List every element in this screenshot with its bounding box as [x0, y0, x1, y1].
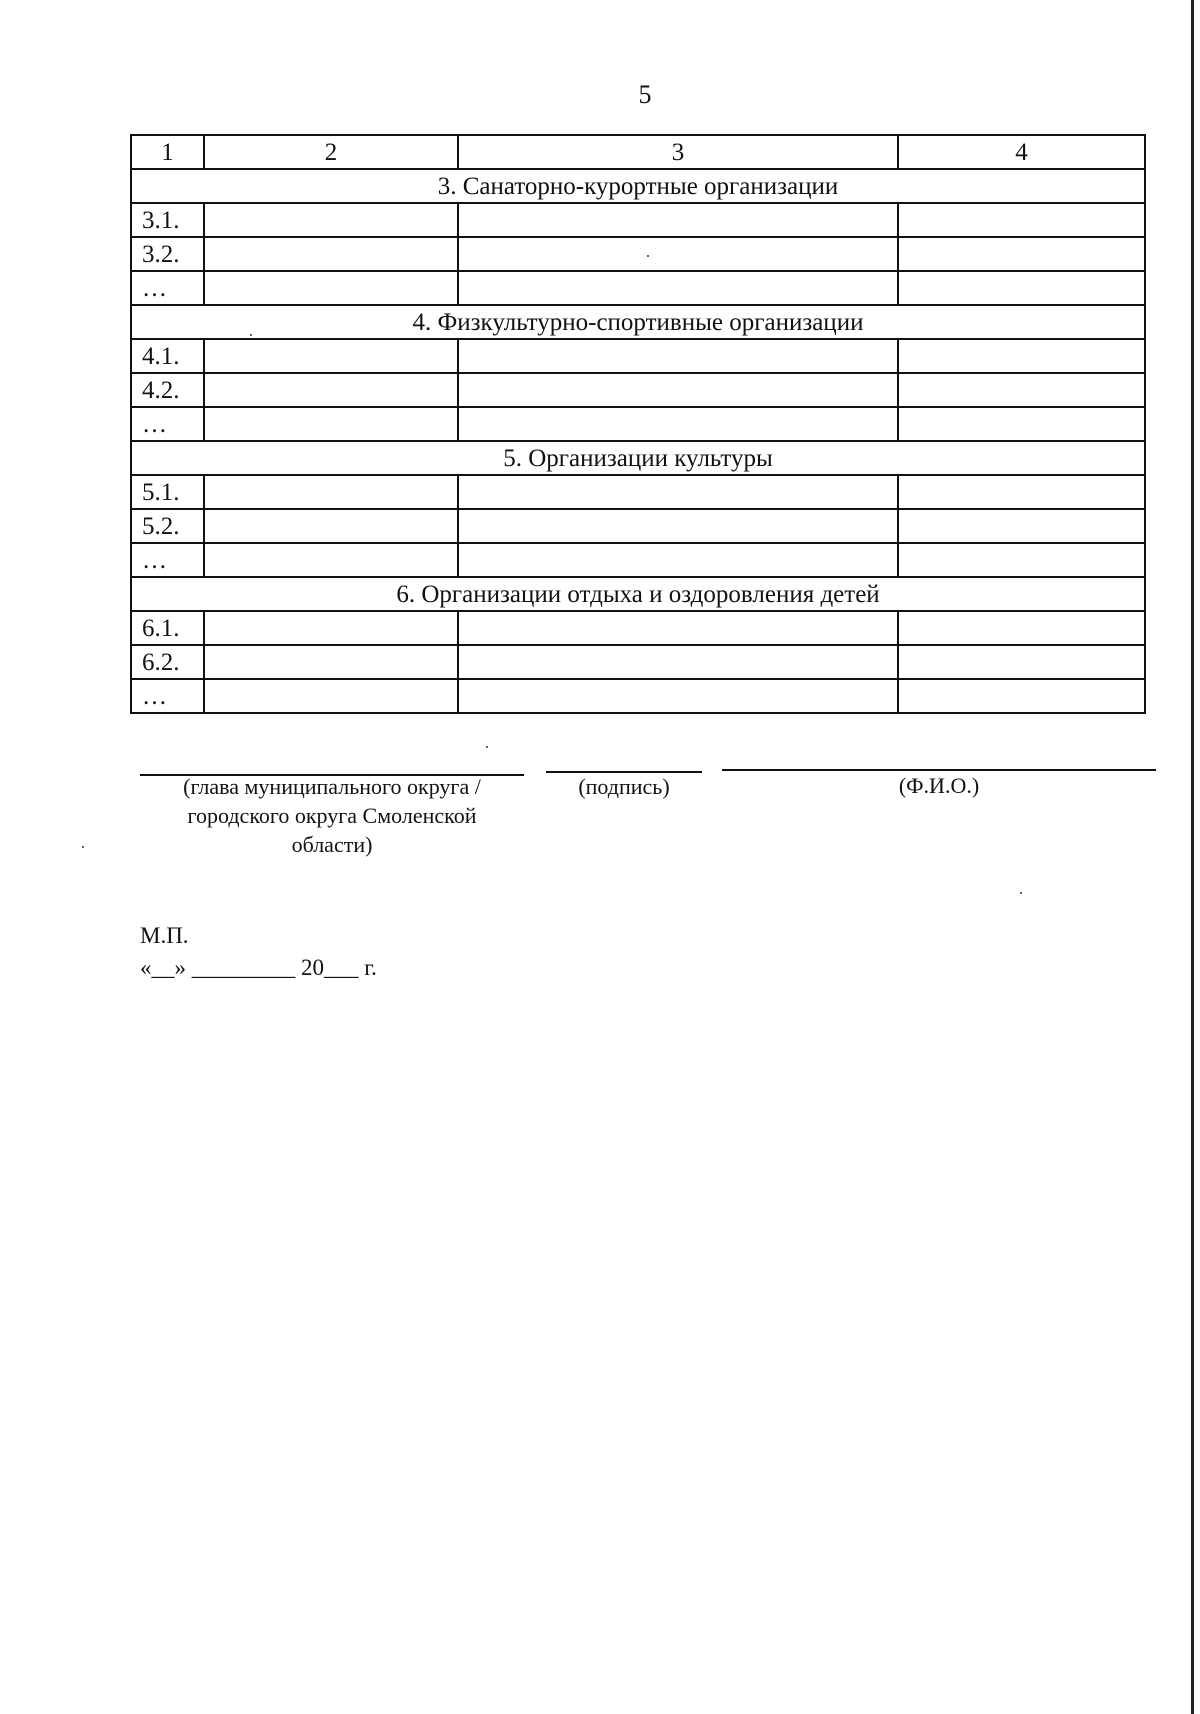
- empty-cell: [204, 407, 458, 441]
- scan-speck: [82, 846, 84, 848]
- header-cell: 2: [204, 135, 458, 169]
- row-number: …: [131, 543, 204, 577]
- empty-cell: [204, 509, 458, 543]
- empty-cell: [898, 611, 1145, 645]
- signature-caption: (подпись): [578, 774, 670, 799]
- empty-cell: [458, 679, 898, 713]
- table-row: [131, 509, 1145, 543]
- empty-cell: [458, 203, 898, 237]
- empty-cell: [898, 509, 1145, 543]
- row-number: 5.1.: [131, 475, 204, 509]
- section-title: 4. Физкультурно-спортивные организации: [131, 305, 1145, 339]
- table-header-row: [131, 135, 1145, 169]
- data-table: [130, 134, 1146, 714]
- table-row: [131, 645, 1145, 679]
- row-number: …: [131, 679, 204, 713]
- empty-cell: [204, 373, 458, 407]
- empty-cell: [898, 339, 1145, 373]
- row-number: 3.2.: [131, 237, 204, 271]
- table-row: [131, 611, 1145, 645]
- empty-cell: [898, 373, 1145, 407]
- empty-cell: [898, 237, 1145, 271]
- scan-speck: [647, 255, 649, 257]
- empty-cell: [458, 373, 898, 407]
- header-cell: 1: [131, 135, 204, 169]
- row-number: 6.2.: [131, 645, 204, 679]
- row-number: …: [131, 407, 204, 441]
- empty-cell: [898, 475, 1145, 509]
- empty-cell: [204, 543, 458, 577]
- empty-cell: [204, 645, 458, 679]
- empty-cell: [204, 203, 458, 237]
- table-row: [131, 339, 1145, 373]
- empty-cell: [458, 475, 898, 509]
- empty-cell: [898, 645, 1145, 679]
- empty-cell: [204, 679, 458, 713]
- empty-cell: [898, 407, 1145, 441]
- header-cell: 4: [898, 135, 1145, 169]
- table-row: [131, 237, 1145, 271]
- section-row: [131, 441, 1145, 475]
- empty-cell: [898, 203, 1145, 237]
- empty-cell: [458, 339, 898, 373]
- empty-cell: [204, 339, 458, 373]
- stamp-block: [140, 920, 377, 984]
- empty-cell: [204, 237, 458, 271]
- empty-cell: [458, 543, 898, 577]
- section-row: [131, 169, 1145, 203]
- row-number: 4.1.: [131, 339, 204, 373]
- empty-cell: [898, 271, 1145, 305]
- empty-cell: [458, 271, 898, 305]
- table-row: [131, 203, 1145, 237]
- name-caption: (Ф.И.О.): [898, 773, 980, 798]
- section-title: 6. Организации отдыха и оздоровления детей: [131, 577, 1145, 611]
- empty-cell: [204, 611, 458, 645]
- table-row: [131, 543, 1145, 577]
- scan-speck: [250, 334, 252, 336]
- empty-cell: [458, 509, 898, 543]
- row-number: 4.2.: [131, 373, 204, 407]
- section-title: 3. Санаторно-курортные организации: [131, 169, 1145, 203]
- table-row: [131, 407, 1145, 441]
- empty-cell: [204, 475, 458, 509]
- empty-cell: [458, 237, 898, 271]
- page-edge-line: [1191, 0, 1194, 1714]
- empty-cell: [458, 611, 898, 645]
- header-cell: 3: [458, 135, 898, 169]
- empty-cell: [898, 679, 1145, 713]
- section-title: 5. Организации культуры: [131, 441, 1145, 475]
- row-number: 5.2.: [131, 509, 204, 543]
- row-number: 6.1.: [131, 611, 204, 645]
- date-line: «__» _________ 20___ г.: [140, 955, 377, 980]
- table-row: [131, 679, 1145, 713]
- page-number: 5: [638, 80, 652, 109]
- scan-speck: [486, 746, 488, 748]
- section-row: [131, 577, 1145, 611]
- table-row: [131, 475, 1145, 509]
- scan-speck: [1020, 892, 1022, 894]
- empty-cell: [898, 543, 1145, 577]
- section-row: [131, 305, 1145, 339]
- stamp-label: М.П.: [140, 923, 189, 948]
- row-number: 3.1.: [131, 203, 204, 237]
- table-row: [131, 271, 1145, 305]
- table-row: [131, 373, 1145, 407]
- row-number: …: [131, 271, 204, 305]
- empty-cell: [458, 407, 898, 441]
- head-caption: (глава муниципального округа / городского округа Смоленской области): [183, 774, 481, 857]
- empty-cell: [458, 645, 898, 679]
- empty-cell: [204, 271, 458, 305]
